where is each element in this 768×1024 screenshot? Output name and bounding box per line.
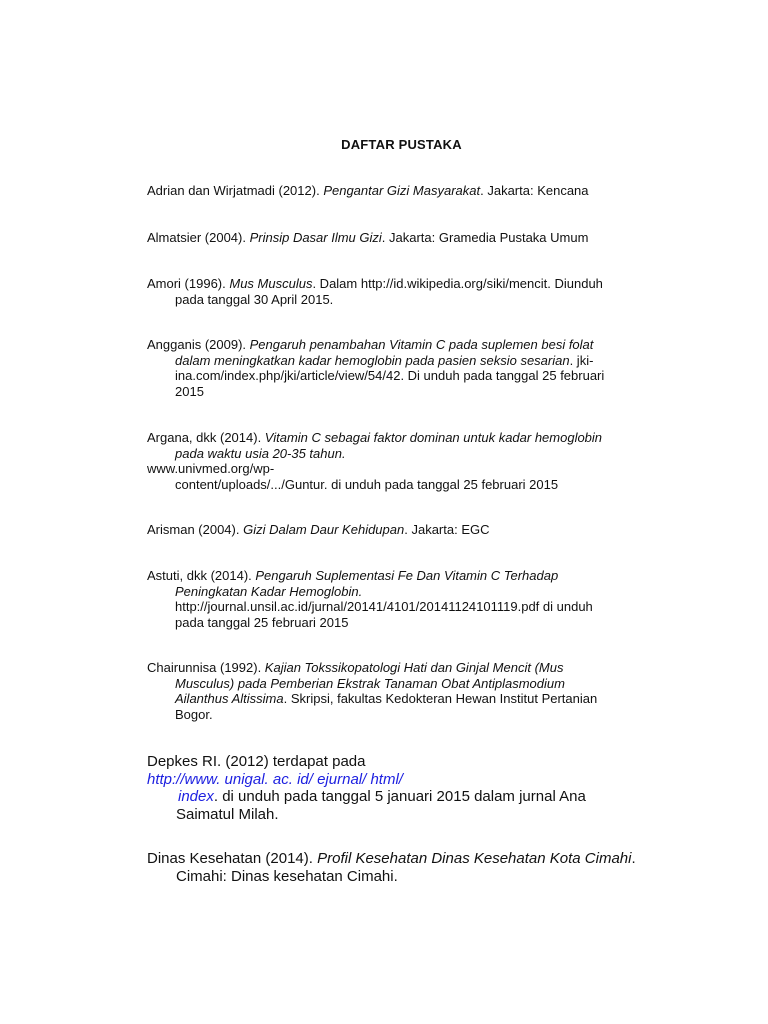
ref-work-title: Gizi Dalam Daur Kehidupan: [243, 522, 405, 537]
reference-argana: [147, 430, 657, 492]
ref-author: Depkes RI. (2012) terdapat pada: [147, 753, 366, 770]
ref-author: Astuti, dkk (2014).: [147, 568, 256, 583]
reference-chairunnisa: [147, 660, 657, 722]
ref-author: Amori (1996).: [147, 276, 230, 291]
ref-work-title: Prinsip Dasar Ilmu Gizi: [249, 230, 382, 245]
ref-continuation: pada tanggal 30 April 2015.: [175, 291, 334, 307]
ref-work-title: Mus Musculus: [229, 276, 313, 291]
ref-work-title: Pengaruh Suplementasi Fe Dan Vitamin C Terhadap: [255, 568, 559, 583]
ref-work-title-cont: pada waktu usia 20-35 tahun.: [175, 445, 346, 461]
reference-angganis: [147, 337, 657, 399]
ref-url: www.univmed.org/wp-: [147, 461, 275, 476]
ref-url: http://journal.unsil.ac.id/jurnal/20141/4101/20141124101119.pdf di unduh: [175, 599, 593, 614]
ref-author: Angganis (2009).: [147, 337, 250, 352]
ref-hyperlink[interactable]: http://www. unigal. ac. id/ ejurnal/ html/: [147, 770, 403, 788]
page-title: DAFTAR PUSTAKA: [341, 137, 462, 152]
ref-hyperlink-index[interactable]: index: [178, 788, 214, 805]
reference-depkes: [147, 753, 667, 823]
reference-dinas-kesehatan: [147, 850, 667, 885]
ref-publisher: . Jakarta: Kencana: [480, 183, 589, 198]
ref-work-title: Pengantar Gizi Masyarakat: [323, 183, 481, 198]
ref-source: . Dalam http://id.wikipedia.org/siki/mencit. Diunduh: [312, 276, 603, 291]
ref-source: . di unduh pada tanggal 5 januari 2015 dalam jurnal Ana: [213, 788, 586, 805]
ref-author: Chairunnisa (1992).: [147, 660, 265, 675]
ref-work-title: Kajian Tokssikopatologi Hati dan Ginjal Mencit (Mus: [264, 660, 564, 675]
ref-continuation: content/uploads/.../Guntur. di unduh pada tanggal 25 februari 2015: [175, 476, 559, 492]
ref-work-title: Pengaruh penambahan Vitamin C pada suplemen besi folat: [249, 337, 594, 352]
ref-publisher: . Jakarta: Gramedia Pustaka Umum: [381, 230, 589, 245]
ref-author: Adrian dan Wirjatmadi (2012).: [147, 183, 324, 198]
ref-work-title: Vitamin C sebagai faktor dominan untuk kadar hemoglobin: [264, 430, 603, 445]
reference-arisman: [147, 522, 657, 538]
reference-amori: [147, 276, 657, 307]
reference-astuti: [147, 568, 657, 630]
ref-punct: .: [631, 850, 636, 867]
ref-work-title-cont: Musculus) pada Pemberian Ekstrak Tanaman Obat Antiplasmodium: [175, 675, 565, 691]
ref-publisher: . Jakarta: EGC: [404, 522, 490, 537]
ref-work-title: Profil Kesehatan Dinas Kesehatan Kota Cimahi: [317, 850, 632, 867]
ref-author: Dinas Kesehatan (2014).: [147, 850, 318, 867]
ref-continuation: Cimahi: Dinas kesehatan Cimahi.: [176, 867, 398, 885]
ref-continuation: pada tanggal 25 februari 2015: [175, 614, 349, 630]
reference-almatsier: [147, 230, 657, 246]
ref-author: Almatsier (2004).: [147, 230, 250, 245]
ref-work-title-cont: Peningkatan Kadar Hemoglobin.: [175, 583, 363, 599]
ref-continuation: Saimatul Milah.: [176, 805, 279, 823]
ref-author: Argana, dkk (2014).: [147, 430, 265, 445]
ref-continuation: Bogor.: [175, 706, 213, 722]
ref-author: Arisman (2004).: [147, 522, 244, 537]
reference-adrian: [147, 183, 657, 199]
ref-continuation: 2015: [175, 383, 204, 399]
ref-work-title-cont: dalam meningkatkan kadar hemoglobin pada pasien seksio sesarian: [175, 352, 570, 368]
ref-source: . jki-: [569, 352, 594, 368]
ref-publisher: . Skripsi, fakultas Kedokteran Hewan Institut Pertanian: [283, 691, 598, 706]
ref-work-title-cont: Ailanthus Altissima: [175, 691, 284, 706]
ref-url: ina.com/index.php/jki/article/view/54/42. Di unduh pada tanggal 25 februari: [175, 368, 605, 383]
